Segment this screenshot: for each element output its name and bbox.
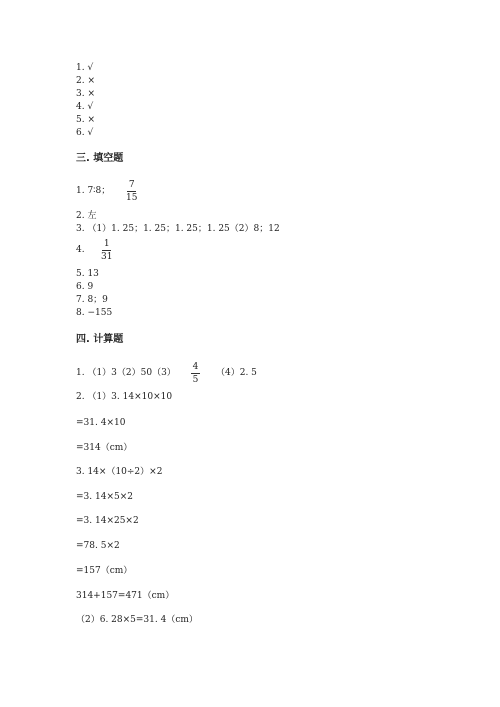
answer-line: （4）2. 5 [216,368,257,378]
answer-line: 4. [76,245,85,255]
fraction-denominator: 31 [101,252,113,262]
fraction [191,362,200,385]
answer-line: 5. 13 [76,269,99,279]
calc-line: 314+157=471（cm） [76,591,175,601]
section-title: 四. 计算题 [76,334,124,345]
fraction-denominator: 5 [192,375,199,385]
calc-line: =78. 5×2 [76,541,120,551]
section-title: 三. 填空题 [76,153,124,164]
fraction [101,239,112,262]
answer-line: 2. × [76,76,95,86]
answer-line: 5. × [76,115,95,125]
fraction-numerator: 7 [128,180,135,190]
calc-line: （2）6. 28×5=31. 4（cm） [76,615,198,625]
answer-line: 7. 8；9 [76,295,108,305]
fraction-numerator: 4 [192,362,199,372]
calc-line: =3. 14×25×2 [76,516,139,526]
answer-line: 1. √ [76,63,94,73]
fraction-numerator: 1 [103,239,110,249]
fraction [126,180,137,203]
answer-line: 3. × [76,89,95,99]
fraction-bar [102,250,111,251]
calc-line: 3. 14×（10÷2）×2 [76,467,163,477]
answer-line: 6. 9 [76,282,94,292]
fraction-denominator: 15 [126,193,138,203]
answer-line: 1. 7∶8； [76,186,111,196]
calc-line: =31. 4×10 [76,418,126,428]
calc-line: 2. （1）3. 14×10×10 [76,392,173,402]
answer-line: 3. （1）1. 25；1. 25；1. 25；1. 25（2）8；12 [76,224,280,234]
fraction-bar [127,191,136,192]
answer-line: 4. √ [76,102,94,112]
calc-line: =3. 14×5×2 [76,492,133,502]
answer-line: 2. 左 [76,211,97,221]
answer-line: 6. √ [76,128,94,138]
calc-line: =314（cm） [76,443,133,453]
answer-line: 1. （1）3（2）50（3） [76,368,176,378]
calc-line: =157（cm） [76,566,133,576]
answer-line: 8. −155 [76,308,113,318]
fraction-bar [191,373,200,374]
